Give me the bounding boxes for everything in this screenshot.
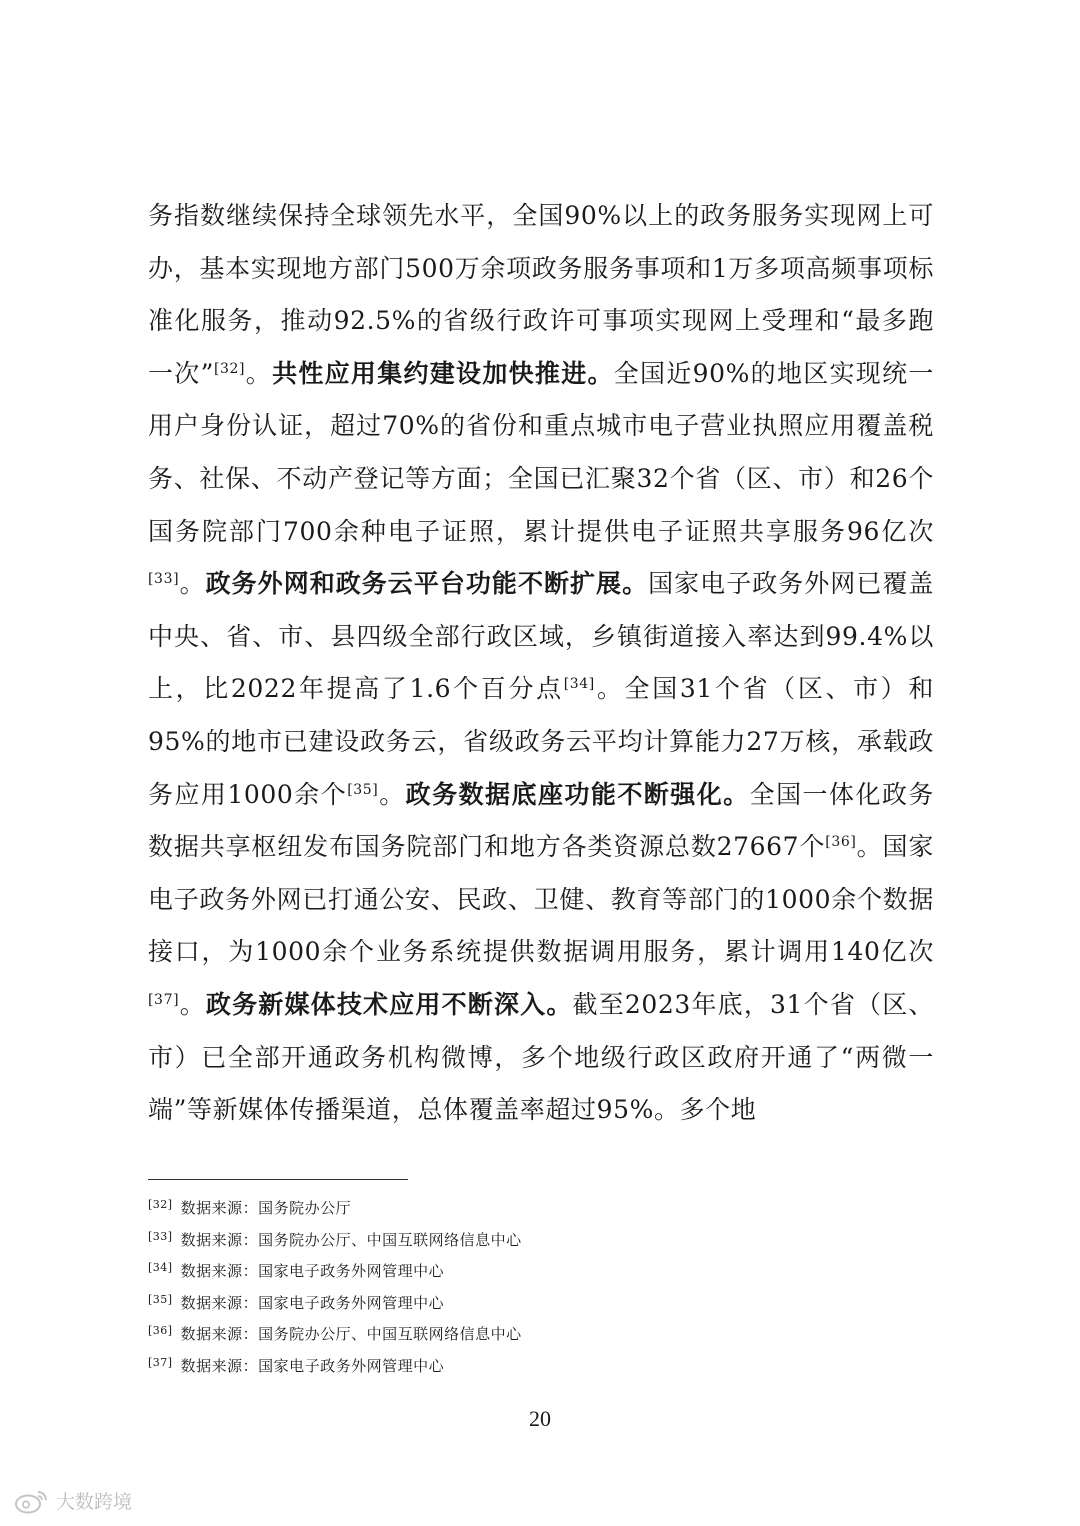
body-paragraph bbox=[148, 190, 934, 1137]
body-text: 国家电子政务外网已覆盖中央、省、市、县四级全部行政区域，乡镇街道接入率达到99.4%以上，比2022年提高了1.6个百分点 bbox=[148, 569, 934, 704]
weibo-logo-icon bbox=[14, 1488, 50, 1514]
body-text: 。全国31个省（区、市）和95%的地市已建设政务云，省级政务云平均计算能力27万核，承载政务应用1000余个 bbox=[148, 674, 934, 809]
footnote-mark: [33] bbox=[148, 1229, 173, 1243]
body-text: 。 bbox=[378, 779, 406, 809]
footnote-text: 数据来源：国务院办公厅、中国互联网络信息中心 bbox=[180, 1230, 522, 1249]
citation-ref: [32] bbox=[213, 360, 246, 377]
body-text: 全国一体化政务数据共享枢纽发布国务院部门和地方各类资源总数27667个 bbox=[148, 779, 934, 862]
body-text: 全国近90%的地区实现统一用户身份认证，超过70%的省份和重点城市电子营业执照应用覆盖税务、社保、不动产登记等方面；全国已汇聚32个省（区、市）和26个国务院部门700余种电子证照，累计提供电子证照共享服务96亿次 bbox=[148, 358, 934, 546]
body-text: 。 bbox=[179, 989, 206, 1019]
footnote-item bbox=[148, 1223, 934, 1255]
body-text: 。国家电子政务外网已打通公安、民政、卫健、教育等部门的1000余个数据接口，为1000余个业务系统提供数据调用服务，累计调用140亿次 bbox=[148, 832, 934, 967]
footnote-divider bbox=[148, 1179, 408, 1180]
footnote-list bbox=[148, 1191, 934, 1381]
footnote-text: 数据来源：国家电子政务外网管理中心 bbox=[180, 1262, 445, 1281]
footnote-text: 数据来源：国务院办公厅、中国互联网络信息中心 bbox=[180, 1325, 522, 1344]
footnote-mark: [35] bbox=[148, 1292, 173, 1306]
footnote-mark: [37] bbox=[148, 1355, 173, 1369]
footnote-mark: [32] bbox=[148, 1198, 173, 1211]
page-number: 20 bbox=[529, 1406, 551, 1431]
body-text: 务指数继续保持全球领先水平，全国90%以上的政务服务实现网上可办，基本实现地方部门500万余项政务服务事项和1万多项高频事项标准化服务，推动92.5%的省级行政许可事项实现网上受理和“最多跑一次” bbox=[148, 201, 934, 388]
footnote-text: 数据来源：国务院办公厅 bbox=[180, 1199, 352, 1217]
footnote-item bbox=[148, 1191, 934, 1223]
watermark-text: 大数跨境 bbox=[56, 1491, 133, 1513]
footnote-text: 数据来源：国家电子政务外网管理中心 bbox=[180, 1293, 445, 1312]
citation-ref: [37] bbox=[148, 991, 180, 1008]
citation-ref: [36] bbox=[825, 834, 857, 851]
watermark bbox=[14, 1487, 132, 1514]
citation-ref: [34] bbox=[563, 676, 595, 693]
footnote-text: 数据来源：国家电子政务外网管理中心 bbox=[180, 1356, 445, 1375]
section-highlight: 政务数据底座功能不断强化。 bbox=[405, 779, 750, 809]
body-text: 。 bbox=[179, 569, 206, 599]
footnote-item bbox=[148, 1349, 934, 1381]
footnote-mark: [36] bbox=[148, 1324, 173, 1338]
body-text: 截至2023年底，31个省（区、市）已全部开通政务机构微博，多个地级行政区政府开通了“两微一端”等新媒体传播渠道，总体覆盖率超过95%。多个地 bbox=[148, 989, 934, 1125]
citation-ref: [35] bbox=[347, 781, 379, 798]
footnote-item bbox=[148, 1317, 934, 1349]
footnote-item bbox=[148, 1286, 934, 1318]
section-highlight: 政务新媒体技术应用不断深入。 bbox=[205, 989, 573, 1019]
citation-ref: [33] bbox=[148, 571, 180, 588]
section-highlight: 政务外网和政务云平台功能不断扩展。 bbox=[205, 569, 649, 599]
footnote-item bbox=[148, 1254, 934, 1286]
body-text: 。 bbox=[245, 358, 273, 388]
footnote-mark: [34] bbox=[148, 1261, 173, 1275]
section-highlight: 共性应用集约建设加快推进。 bbox=[272, 358, 614, 388]
